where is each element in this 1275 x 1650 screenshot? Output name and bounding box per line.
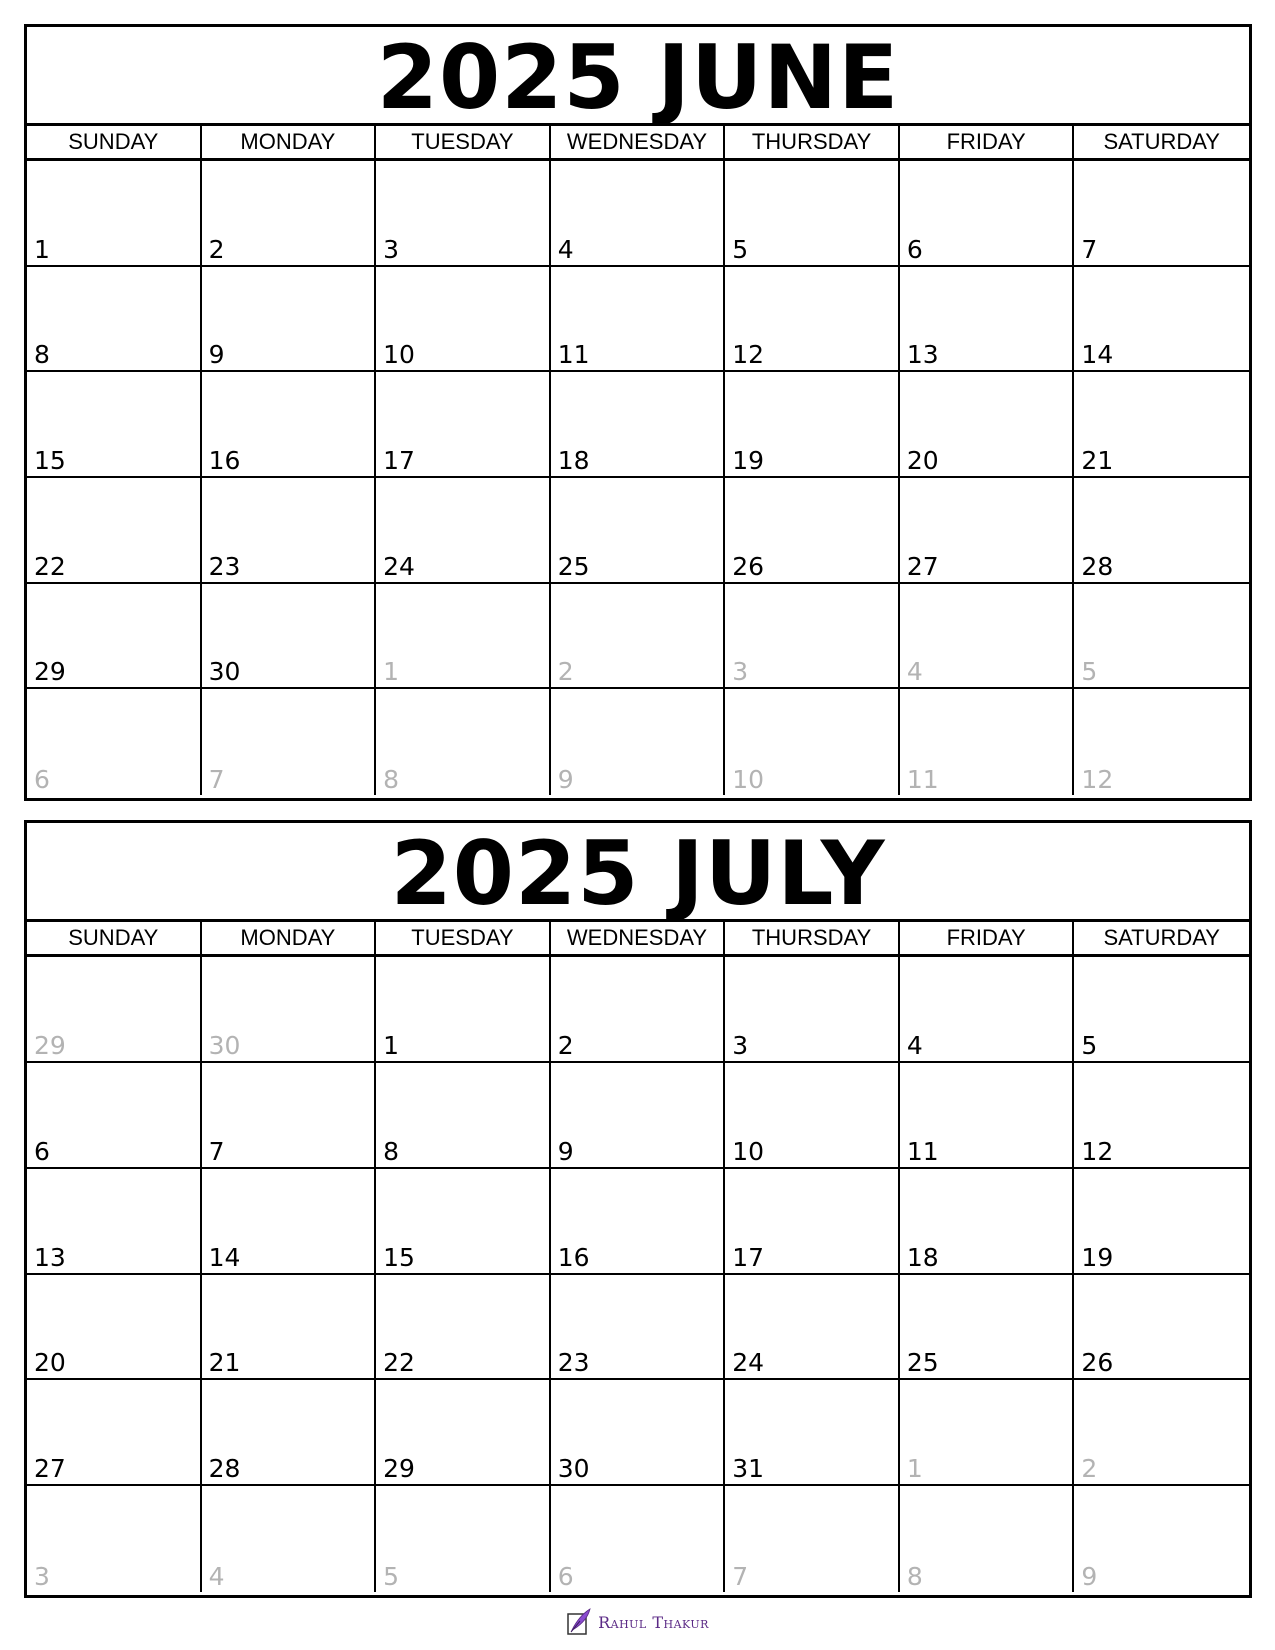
day-number: 31 (732, 1454, 765, 1484)
day-cell (27, 372, 202, 478)
weekday-label: SUNDAY (27, 126, 202, 158)
day-number: 17 (732, 1242, 765, 1272)
weekday-label: THURSDAY (725, 126, 900, 158)
day-number-adjacent-month: 2 (1081, 1454, 1098, 1484)
day-number: 10 (732, 1136, 765, 1166)
day-cell (376, 1380, 551, 1486)
day-cell (900, 957, 1075, 1063)
day-cell (202, 267, 377, 373)
day-number: 9 (208, 340, 225, 370)
day-number: 20 (906, 445, 939, 475)
day-number: 25 (906, 1348, 939, 1378)
day-number: 26 (1081, 1348, 1114, 1378)
weekday-label: THURSDAY (725, 922, 900, 954)
day-cell (725, 161, 900, 267)
day-number: 18 (906, 1242, 939, 1272)
footer-branding (0, 1604, 1275, 1640)
day-cell (551, 584, 726, 690)
day-number: 21 (208, 1348, 241, 1378)
weekday-label: WEDNESDAY (551, 922, 726, 954)
day-cell (27, 1486, 202, 1592)
day-cell (376, 1275, 551, 1381)
day-number: 6 (906, 234, 923, 264)
day-number: 13 (906, 340, 939, 370)
day-cell (1074, 267, 1249, 373)
day-number: 16 (557, 1242, 590, 1272)
day-number: 8 (383, 1136, 400, 1166)
day-cell (27, 1063, 202, 1169)
day-number: 7 (208, 1136, 225, 1166)
day-number: 17 (383, 445, 415, 475)
day-number: 12 (1081, 1136, 1114, 1166)
calendar-june (24, 24, 1252, 801)
day-cell (202, 478, 377, 584)
day-cell (202, 1380, 377, 1486)
day-cell (725, 267, 900, 373)
day-cell (1074, 372, 1249, 478)
day-cell (725, 584, 900, 690)
weekday-label: WEDNESDAY (551, 126, 726, 158)
day-number: 9 (557, 1136, 574, 1166)
day-cell (1074, 1169, 1249, 1275)
day-cell (900, 584, 1075, 690)
day-cell (900, 1486, 1075, 1592)
day-cell (202, 1063, 377, 1169)
day-cell (376, 161, 551, 267)
day-number-adjacent-month: 10 (732, 764, 765, 794)
day-number-adjacent-month: 3 (732, 657, 749, 687)
day-cell (376, 689, 551, 795)
day-cell (376, 267, 551, 373)
quill-pen-icon (566, 1608, 592, 1636)
day-cell (551, 1275, 726, 1381)
day-number: 25 (557, 551, 590, 581)
day-number: 13 (34, 1242, 66, 1272)
day-cell (1074, 584, 1249, 690)
day-cell (725, 957, 900, 1063)
calendar-july (24, 820, 1252, 1598)
day-cell (900, 1275, 1075, 1381)
day-number-adjacent-month: 8 (906, 1562, 923, 1591)
weekday-header-row (27, 922, 1249, 957)
day-number: 5 (732, 234, 749, 264)
weekday-label: SATURDAY (1103, 925, 1220, 950)
day-number: 26 (732, 551, 765, 581)
day-cell (1074, 1275, 1249, 1381)
day-number: 2 (208, 234, 225, 264)
weekday-label: MONDAY (202, 126, 377, 158)
weekday-label: TUESDAY (376, 126, 551, 158)
weekday-label: MONDAY (202, 922, 377, 954)
day-cell (725, 1380, 900, 1486)
day-cell (1074, 957, 1249, 1063)
day-number-adjacent-month: 29 (34, 1030, 66, 1060)
day-number: 15 (383, 1242, 415, 1272)
day-number: 22 (34, 551, 66, 581)
day-cell (900, 1169, 1075, 1275)
day-cell (900, 1063, 1075, 1169)
day-cell (202, 1169, 377, 1275)
day-number: 24 (732, 1348, 765, 1378)
day-number-adjacent-month: 30 (208, 1030, 241, 1060)
day-number-adjacent-month: 5 (383, 1562, 400, 1591)
day-number-adjacent-month: 6 (34, 764, 50, 794)
day-cell (1074, 161, 1249, 267)
day-cell (376, 1063, 551, 1169)
day-cell (725, 1486, 900, 1592)
day-number: 3 (383, 234, 400, 264)
day-number: 23 (557, 1348, 590, 1378)
day-number: 14 (1081, 340, 1114, 370)
day-cell (202, 689, 377, 795)
day-cell (202, 1486, 377, 1592)
day-number: 16 (208, 445, 241, 475)
day-cell (202, 372, 377, 478)
day-number: 7 (1081, 234, 1098, 264)
day-cell (725, 478, 900, 584)
day-grid (27, 957, 1249, 1592)
day-number: 2 (557, 1030, 574, 1060)
day-cell (551, 1169, 726, 1275)
day-cell (551, 478, 726, 584)
day-number-adjacent-month: 1 (383, 657, 400, 687)
day-number-adjacent-month: 9 (1081, 1562, 1098, 1591)
month-title: 2025 JULY (27, 823, 1249, 922)
day-number: 3 (732, 1030, 749, 1060)
day-cell (376, 478, 551, 584)
day-cell (551, 689, 726, 795)
day-cell (202, 584, 377, 690)
day-number-adjacent-month: 7 (732, 1562, 749, 1591)
day-number-adjacent-month: 3 (34, 1562, 50, 1591)
day-number: 29 (34, 657, 66, 687)
day-number-adjacent-month: 8 (383, 764, 400, 794)
day-cell (725, 1063, 900, 1169)
day-cell (551, 1380, 726, 1486)
day-cell (376, 1169, 551, 1275)
day-number: 10 (383, 340, 415, 370)
weekday-header-row (27, 126, 1249, 161)
day-number: 14 (208, 1242, 241, 1272)
day-cell (376, 372, 551, 478)
day-number: 8 (34, 340, 50, 370)
day-cell (1074, 478, 1249, 584)
day-number: 11 (557, 340, 590, 370)
day-cell (27, 1275, 202, 1381)
day-cell (900, 267, 1075, 373)
day-number: 24 (383, 551, 415, 581)
day-cell (725, 689, 900, 795)
day-cell (1074, 1063, 1249, 1169)
day-cell (551, 161, 726, 267)
day-number: 27 (906, 551, 939, 581)
day-number: 28 (208, 1454, 241, 1484)
weekday-label: SATURDAY (1103, 129, 1220, 154)
day-number-adjacent-month: 7 (208, 764, 225, 794)
day-cell (900, 161, 1075, 267)
day-cell (27, 957, 202, 1063)
day-cell (1074, 689, 1249, 795)
day-number: 18 (557, 445, 590, 475)
day-cell (27, 478, 202, 584)
day-number: 19 (1081, 1242, 1114, 1272)
day-number: 11 (906, 1136, 939, 1166)
day-cell (725, 1169, 900, 1275)
day-number-adjacent-month: 11 (906, 764, 939, 794)
day-cell (900, 478, 1075, 584)
day-number: 27 (34, 1454, 66, 1484)
day-cell (551, 957, 726, 1063)
month-title: 2025 JUNE (27, 27, 1249, 126)
day-cell (202, 957, 377, 1063)
day-number-adjacent-month: 4 (906, 657, 923, 687)
day-number-adjacent-month: 4 (208, 1562, 225, 1591)
day-cell (900, 372, 1075, 478)
day-cell (551, 267, 726, 373)
day-number: 30 (557, 1454, 590, 1484)
weekday-label: TUESDAY (376, 922, 551, 954)
day-number-adjacent-month: 6 (557, 1562, 574, 1591)
day-number-adjacent-month: 1 (906, 1454, 923, 1484)
day-grid (27, 161, 1249, 795)
day-cell (202, 161, 377, 267)
day-cell (27, 584, 202, 690)
day-cell (1074, 1380, 1249, 1486)
day-number-adjacent-month: 9 (557, 764, 574, 794)
day-cell (551, 372, 726, 478)
weekday-label: SUNDAY (27, 922, 202, 954)
day-number-adjacent-month: 2 (557, 657, 574, 687)
day-number-adjacent-month: 5 (1081, 657, 1098, 687)
day-cell (376, 957, 551, 1063)
day-number: 23 (208, 551, 241, 581)
day-cell (551, 1063, 726, 1169)
day-number: 4 (906, 1030, 923, 1060)
day-cell (551, 1486, 726, 1592)
day-cell (27, 161, 202, 267)
weekday-label: FRIDAY (900, 922, 1075, 954)
day-cell (900, 1380, 1075, 1486)
day-number: 4 (557, 234, 574, 264)
day-number: 20 (34, 1348, 66, 1378)
day-number: 21 (1081, 445, 1114, 475)
day-cell (376, 584, 551, 690)
day-number: 1 (383, 1030, 400, 1060)
day-number: 30 (208, 657, 241, 687)
day-cell (900, 689, 1075, 795)
day-number: 15 (34, 445, 66, 475)
day-cell (1074, 1486, 1249, 1592)
day-number: 19 (732, 445, 765, 475)
day-number: 1 (34, 234, 50, 264)
day-cell (725, 1275, 900, 1381)
day-number-adjacent-month: 12 (1081, 764, 1114, 794)
day-number: 12 (732, 340, 765, 370)
day-number: 6 (34, 1136, 50, 1166)
day-cell (725, 372, 900, 478)
day-number: 22 (383, 1348, 415, 1378)
weekday-label: FRIDAY (900, 126, 1075, 158)
day-number: 28 (1081, 551, 1114, 581)
day-cell (27, 267, 202, 373)
day-number: 5 (1081, 1030, 1098, 1060)
day-cell (27, 1169, 202, 1275)
brand-name: Rahul Thakur (598, 1612, 709, 1632)
day-cell (27, 689, 202, 795)
day-cell (202, 1275, 377, 1381)
day-number: 29 (383, 1454, 415, 1484)
day-cell (376, 1486, 551, 1592)
day-cell (27, 1380, 202, 1486)
